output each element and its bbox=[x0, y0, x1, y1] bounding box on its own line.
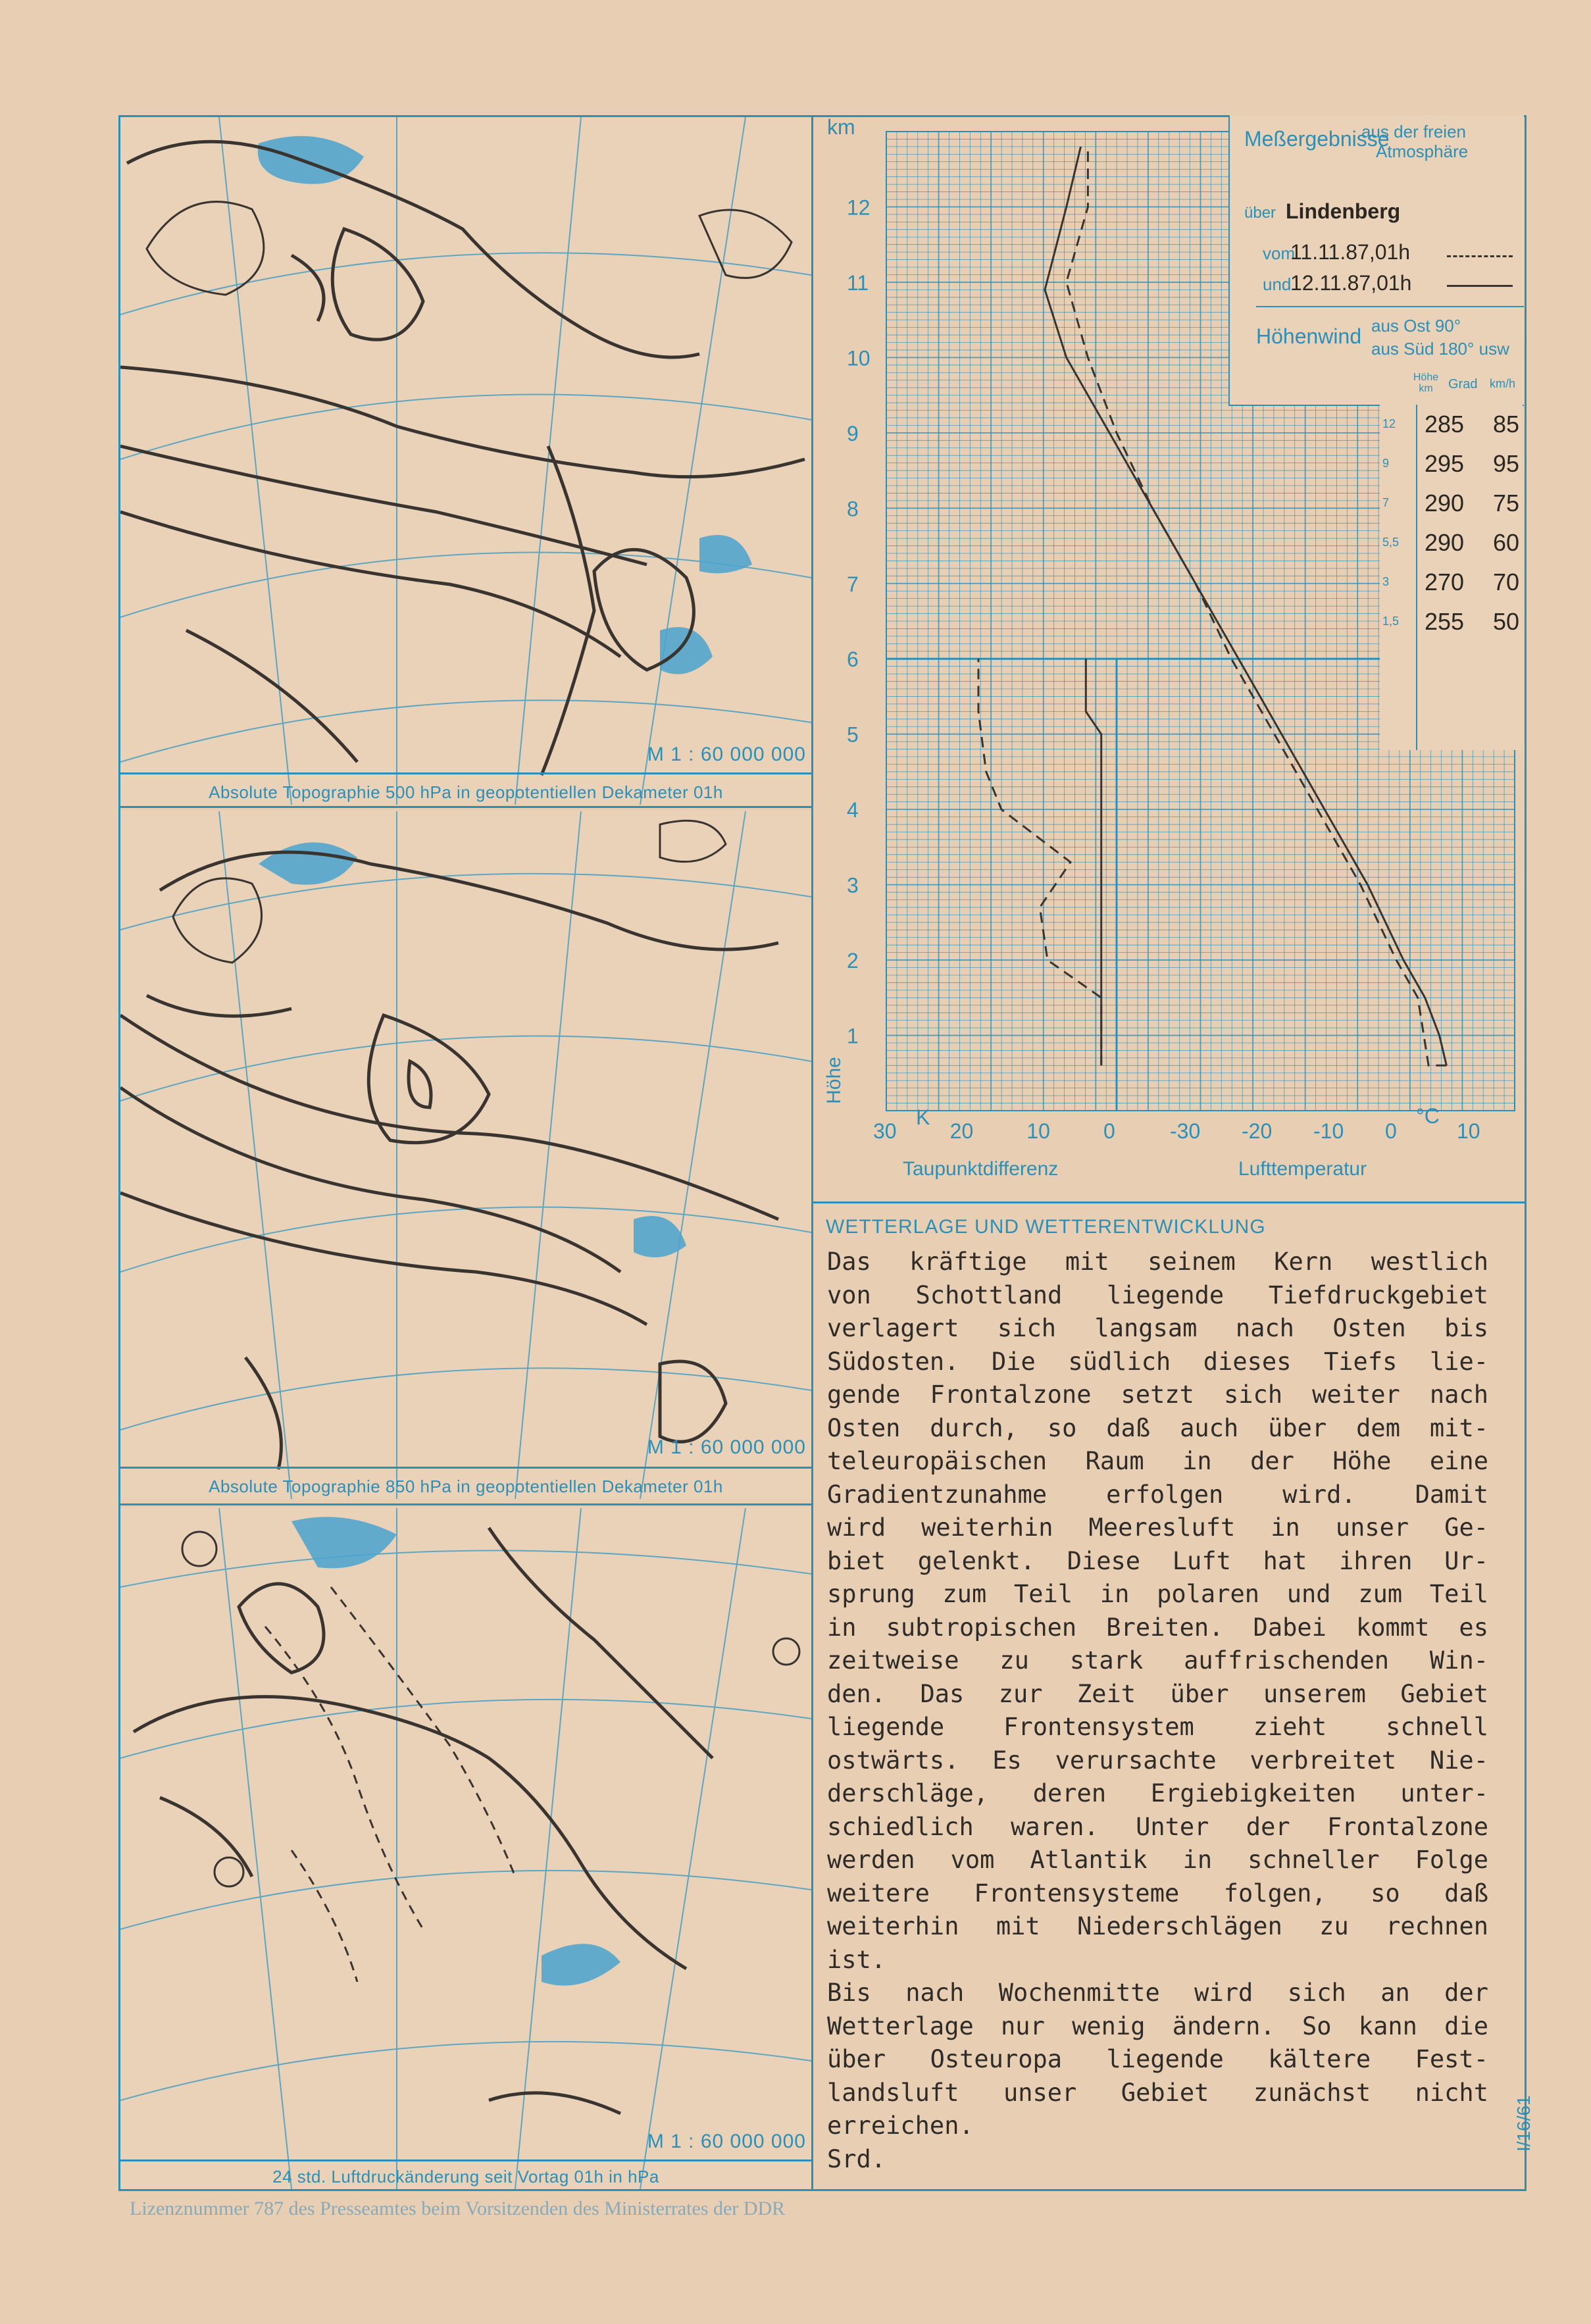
map1-caption-value: 500 bbox=[385, 782, 415, 802]
article-heading: WETTERLAGE UND WETTERENTWICKLUNG bbox=[826, 1216, 1266, 1238]
article-line: landsluft unser Gebiet zunächst nicht bbox=[827, 2078, 1488, 2107]
wind-row bbox=[1380, 605, 1523, 642]
map2-caption-b: hPa in geopotentiellen Dekameter 01h bbox=[420, 1477, 723, 1496]
column-divider bbox=[811, 115, 813, 2191]
y-tick-label: 12 bbox=[847, 195, 871, 220]
wind-height: 1,5 bbox=[1382, 615, 1400, 628]
legend-wind-south: aus Süd 180° usw bbox=[1371, 339, 1509, 359]
map1-caption bbox=[120, 772, 811, 803]
legend-col-height: Höhe km bbox=[1413, 372, 1439, 394]
wind-speed: 85 bbox=[1493, 411, 1520, 438]
y-tick-label: 5 bbox=[847, 722, 859, 747]
dew-tick-label: 0 bbox=[1103, 1119, 1115, 1143]
y-tick-label: 11 bbox=[847, 270, 869, 295]
article-line: den. Das zur Zeit über unserem Gebiet bbox=[827, 1679, 1488, 1708]
legend-vom-dash bbox=[1447, 255, 1513, 257]
y-tick-label: 9 bbox=[847, 421, 859, 445]
article-line: Gradientzunahme erfolgen wird. Damit bbox=[827, 1480, 1488, 1509]
legend-col-deg: Grad bbox=[1448, 377, 1478, 392]
wind-row bbox=[1380, 487, 1523, 523]
x-left-label: Taupunktdifferenz bbox=[903, 1158, 1059, 1180]
y-axis-title: Höhe bbox=[822, 1057, 845, 1104]
side-code: I/16/61 bbox=[1513, 2095, 1534, 2152]
y-tick-label: 1 bbox=[847, 1024, 859, 1048]
map2-scale: M 1 : 60 000 000 bbox=[647, 1436, 806, 1458]
legend-over: über bbox=[1244, 204, 1276, 222]
article-line: weiterhin mit Niederschlägen zu rechnen bbox=[827, 1912, 1488, 1940]
legend-und-label: und bbox=[1263, 274, 1292, 294]
article-line: über Osteuropa liegende kältere Fest- bbox=[827, 2045, 1488, 2073]
map2-caption-value: 850 bbox=[385, 1477, 415, 1496]
article-line: sprung zum Teil in polaren und zum Teil bbox=[827, 1580, 1488, 1608]
map1-caption-a: Absolute Topographie bbox=[209, 782, 381, 802]
wind-height: 3 bbox=[1382, 575, 1390, 588]
dew-tick-label: 10 bbox=[1026, 1119, 1050, 1143]
map-500hpa-drawing bbox=[120, 117, 811, 805]
x-right-label: Lufttemperatur bbox=[1238, 1158, 1367, 1180]
article-line: gende Frontalzone setzt sich weiter nach bbox=[827, 1380, 1488, 1409]
chart-bottom-rule bbox=[813, 1201, 1527, 1203]
wind-speed: 50 bbox=[1493, 608, 1520, 635]
article-body bbox=[827, 1246, 1488, 2176]
legend-und-date: 12.11.87,01h bbox=[1290, 271, 1412, 295]
wind-direction: 295 bbox=[1425, 450, 1465, 477]
wind-height: 9 bbox=[1382, 457, 1390, 470]
y-tick-label: 10 bbox=[847, 346, 871, 370]
article-line: erreichen. bbox=[827, 2111, 974, 2140]
wind-row bbox=[1380, 526, 1523, 563]
x-right-unit: °C bbox=[1416, 1104, 1440, 1128]
article-line: schiedlich waren. Unter der Frontalzone bbox=[827, 1812, 1488, 1841]
legend-wind-title: Höhenwind bbox=[1256, 324, 1362, 348]
dew-tick-label: 30 bbox=[873, 1119, 897, 1143]
article-line: ostwärts. Es verursachte verbreitet Nie- bbox=[827, 1746, 1488, 1775]
y-tick-label: 3 bbox=[847, 873, 859, 897]
legend-subtitle-1: aus der freien bbox=[1361, 122, 1466, 141]
y-tick-label: 8 bbox=[847, 497, 859, 521]
article-line: liegende Frontensystem zieht schnell bbox=[827, 1713, 1488, 1741]
article-line: verlagert sich langsam nach Osten bis bbox=[827, 1314, 1488, 1342]
legend-wind-sep bbox=[1256, 306, 1524, 307]
map1-bottom-rule bbox=[118, 806, 813, 808]
wind-direction: 285 bbox=[1425, 411, 1465, 438]
wind-direction: 290 bbox=[1425, 490, 1465, 517]
wind-row bbox=[1380, 447, 1523, 484]
article-signature: Srd. bbox=[827, 2144, 886, 2173]
map2-caption-a: Absolute Topographie bbox=[209, 1477, 381, 1496]
wind-direction: 255 bbox=[1425, 608, 1465, 635]
map2-caption bbox=[120, 1467, 811, 1497]
article-line: Bis nach Wochenmitte wird sich an der bbox=[827, 1979, 1488, 2007]
article-line: Osten durch, so daß auch über dem mit- bbox=[827, 1413, 1488, 1442]
wind-speed: 75 bbox=[1493, 490, 1520, 517]
article-line: zeitweise zu stark auffrischenden Win- bbox=[827, 1646, 1488, 1675]
wind-direction: 290 bbox=[1425, 529, 1465, 556]
sounding-legend bbox=[1228, 115, 1524, 406]
article-line: teleuropäischen Raum in der Höhe eine bbox=[827, 1447, 1488, 1475]
article-line: ist. bbox=[827, 1945, 886, 1974]
y-tick-label: 2 bbox=[847, 949, 859, 973]
wind-speed: 70 bbox=[1493, 568, 1520, 595]
temp-tick-label: 0 bbox=[1385, 1119, 1397, 1143]
wind-col-rule bbox=[1416, 405, 1417, 750]
article-line: Südosten. Die südlich dieses Tiefs lie- bbox=[827, 1347, 1488, 1376]
article-paragraph-1 bbox=[827, 1246, 1488, 1977]
legend-subtitle-2: Atmosphäre bbox=[1376, 141, 1469, 161]
article-line: derschläge, deren Ergiebigkeiten unter- bbox=[827, 1779, 1488, 1807]
legend-wind-east: aus Ost 90° bbox=[1371, 316, 1461, 336]
y-unit-label: km bbox=[827, 115, 855, 139]
wind-speed: 95 bbox=[1493, 450, 1520, 477]
map-pressure-change-drawing bbox=[120, 1508, 811, 2189]
legend-vom-label: vom bbox=[1263, 243, 1296, 263]
y-tick-label: 6 bbox=[847, 647, 859, 672]
article-line: Wetterlage nur wenig ändern. So kann die bbox=[827, 2011, 1488, 2040]
article-line: wird weiterhin Meeresluft in unser Ge- bbox=[827, 1513, 1488, 1542]
y-tick-label: 4 bbox=[847, 798, 859, 822]
dew-tick-label: 20 bbox=[949, 1119, 974, 1143]
map1-scale: M 1 : 60 000 000 bbox=[647, 744, 806, 765]
legend-vom-date: 11.11.87,01h bbox=[1290, 240, 1411, 264]
temp-tick-label: -20 bbox=[1242, 1119, 1273, 1143]
legend-station: Lindenberg bbox=[1286, 199, 1401, 223]
map-pressure-change bbox=[120, 1508, 811, 2189]
temp-tick-label: 10 bbox=[1457, 1119, 1480, 1143]
license-footer: Lizenznummer 787 des Presseamtes beim Vorsitzenden des Ministerrates der DDR bbox=[130, 2198, 786, 2219]
map2-bottom-rule bbox=[118, 1503, 813, 1505]
wind-height: 5,5 bbox=[1382, 536, 1400, 549]
article-line: von Schottland liegende Tiefdruckgebiet bbox=[827, 1280, 1488, 1309]
article-line: weitere Frontensysteme folgen, so daß bbox=[827, 1879, 1488, 1907]
legend-col-speed: km/h bbox=[1490, 377, 1516, 390]
temp-tick-label: -30 bbox=[1170, 1119, 1201, 1143]
sounding-chart bbox=[822, 115, 1523, 1194]
article-line: werden vom Atlantik in schneller Folge bbox=[827, 1846, 1488, 1874]
legend-title: Meßergebnisse bbox=[1244, 127, 1390, 151]
map-500hpa bbox=[120, 117, 811, 805]
wind-height: 7 bbox=[1382, 496, 1390, 509]
wind-table bbox=[1380, 405, 1523, 750]
map3-caption: 24 std. Luftdruckänderung seit Vortag 01h in hPa bbox=[120, 2160, 811, 2187]
article-line: Das kräftige mit seinem Kern westlich bbox=[827, 1248, 1488, 1276]
map-850hpa bbox=[120, 811, 811, 1499]
legend-und-solid bbox=[1447, 285, 1513, 287]
map1-caption-b: hPa in geopotentiellen Dekameter 01h bbox=[420, 782, 723, 802]
x-left-unit: K bbox=[916, 1105, 930, 1129]
map3-scale: M 1 : 60 000 000 bbox=[647, 2131, 806, 2152]
wind-height: 12 bbox=[1382, 417, 1396, 430]
wind-row bbox=[1380, 408, 1523, 444]
wind-row bbox=[1380, 566, 1523, 602]
article-line: biet gelenkt. Diese Luft hat ihren Ur- bbox=[827, 1546, 1488, 1575]
article-paragraph-2 bbox=[827, 1977, 1488, 2143]
article-line: in subtropischen Breiten. Dabei kommt es bbox=[827, 1613, 1488, 1642]
wind-direction: 270 bbox=[1425, 568, 1465, 595]
wind-speed: 60 bbox=[1493, 529, 1520, 556]
y-tick-label: 7 bbox=[847, 572, 859, 596]
map-850hpa-drawing bbox=[120, 811, 811, 1499]
temp-tick-label: -10 bbox=[1313, 1119, 1344, 1143]
